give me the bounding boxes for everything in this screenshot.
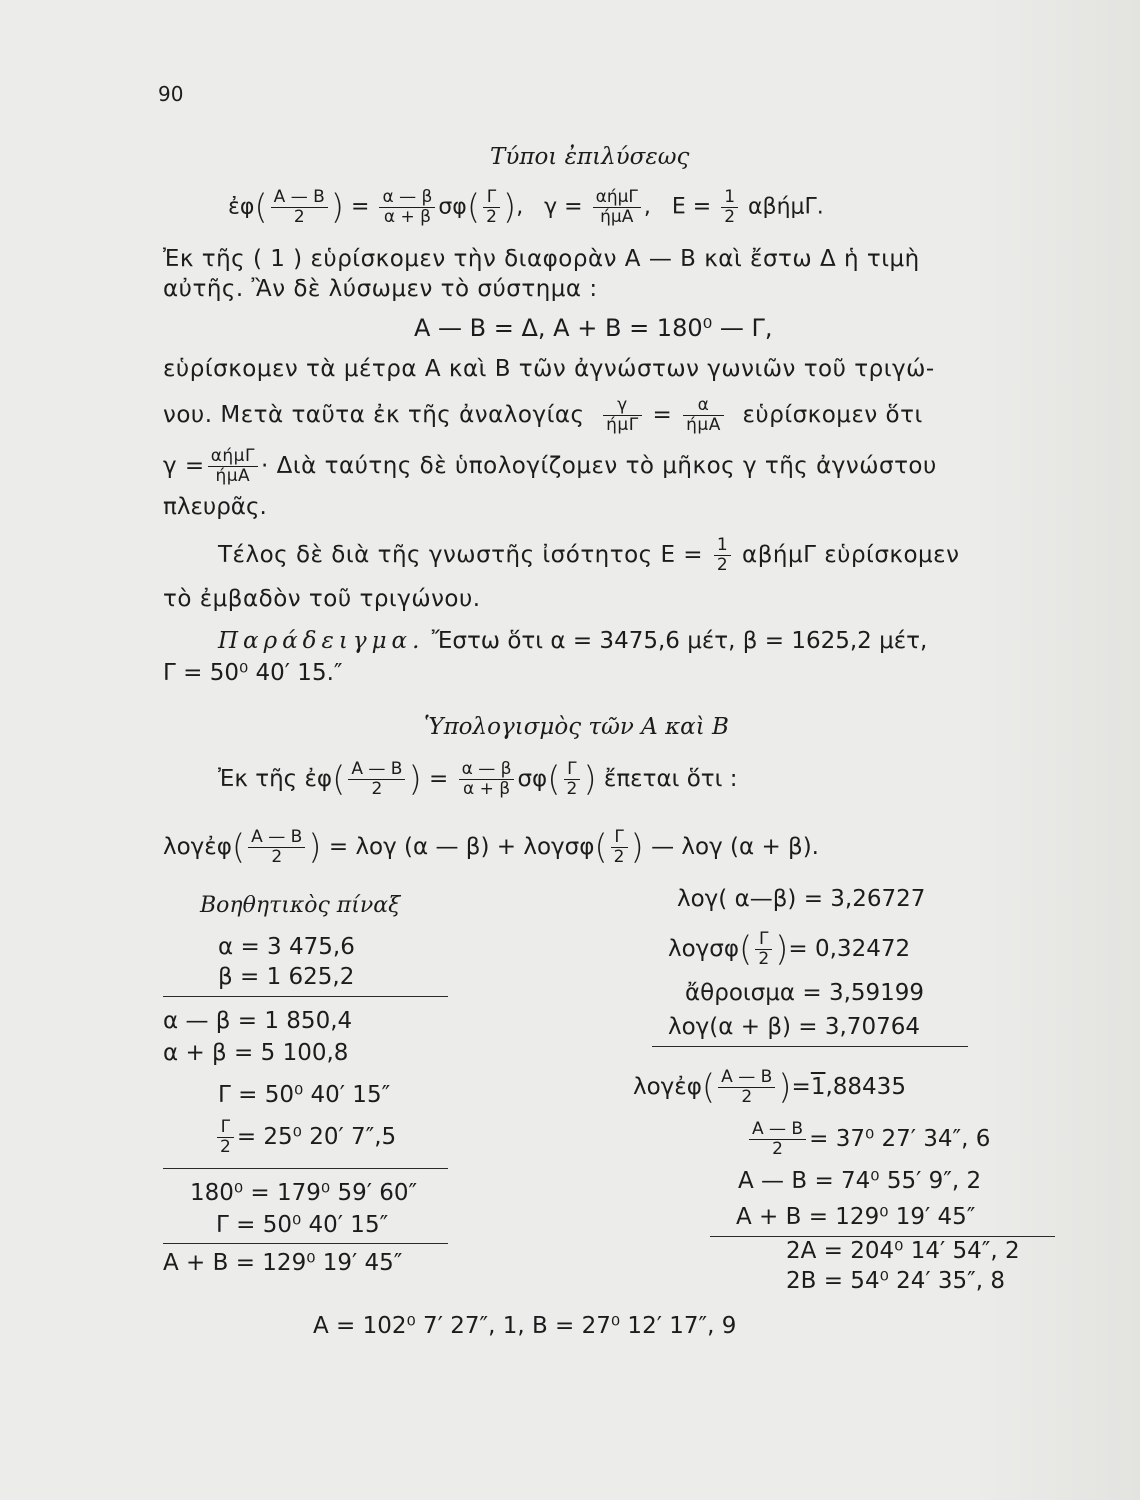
formula-fraction: $\frac{1}{2}$	[721, 188, 738, 227]
formula-fraction: $\frac{A — B}{2}$	[749, 1120, 806, 1159]
aux-left-row: α + β = 5 100,8	[163, 1040, 349, 1066]
body-text: πλευρᾶς.	[163, 494, 267, 520]
body-text: Ἐκ τῆς ( 1 ) εὑρίσκομεν τὴν διαφορὰν Α — Β καὶ ἔστω Δ ἡ τιμὴ	[163, 246, 920, 272]
aux-left-row: Γ = 50⁰ 40′ 15″	[216, 1212, 389, 1238]
aux-right-row: Α + Β = 129⁰ 19′ 45″	[736, 1204, 976, 1230]
formula-fraction: $\frac{\Gamma}{2}$	[217, 1118, 234, 1157]
aux-rule	[163, 1243, 448, 1244]
aux-right-row: ἄθροισμα = 3,59199	[685, 980, 925, 1006]
aux-left-row: β = 1 625,2	[218, 964, 355, 990]
aux-rule	[710, 1236, 1055, 1237]
formula-fraction: $\frac{\Gamma}{2}$	[483, 188, 500, 227]
aux-right-row: λογ(α + β) = 3,70764	[668, 1014, 920, 1040]
aux-right-row: $\frac{A — B}{2}$ = 37⁰ 27′ 34″, 6	[746, 1120, 990, 1159]
aux-table-title: Βοηθητικὸς πίναξ	[200, 893, 401, 918]
body-text: εὑρίσκομεν τὰ μέτρα Α καὶ Β τῶν ἀγνώστων γωνιῶν τοῦ τριγώ-	[163, 356, 935, 382]
aux-left-row: Α + Β = 129⁰ 19′ 45″	[163, 1250, 403, 1276]
formula-fraction: $\frac{A — B}{2}$	[718, 1068, 775, 1107]
formula-fraction: $\frac{1}{2}$	[714, 536, 731, 575]
formula-fraction: $\frac{\alpha — \beta}{\alpha + \beta}$	[379, 188, 435, 227]
body-text: αὐτῆς. Ἂν δὲ λύσωμεν τὸ σύστημα :	[163, 276, 598, 302]
formula-line: ἐφ( $\frac{A — B}{2}$ ) = $\frac{\alpha — \beta}{\alpha + \beta}$ σφ( $\frac{\Gamma}{2}$ ), γ = $\frac{\text{αήμΓ}}{\text{ήμΑ}}$ , Ε = $\frac{1}{2}$ αβήμΓ.	[228, 187, 824, 228]
formula-fraction: $\frac{\gamma}{\text{ήμΓ}}$	[603, 396, 642, 435]
aux-left-row: α = 3 475,6	[218, 934, 355, 960]
aux-right-row: 2Α = 204⁰ 14′ 54″, 2	[786, 1238, 1020, 1264]
formula-fraction: $\frac{\text{αήμΓ}}{\text{ήμΑ}}$	[593, 188, 641, 227]
aux-left-row: $\frac{\Gamma}{2}$ = 25⁰ 20′ 7″,5	[214, 1118, 396, 1157]
final-result: Α = 102⁰ 7′ 27″, 1, Β = 27⁰ 12′ 17″, 9	[313, 1313, 737, 1339]
section-heading: Τύποι ἐπιλύσεως	[490, 144, 690, 170]
aux-rule	[163, 1168, 448, 1169]
formula-fraction: $\frac{\Gamma}{2}$	[564, 760, 581, 799]
aux-rule	[163, 996, 448, 997]
aux-right-row: λογἐφ( $\frac{A — B}{2}$ )=1,88435	[633, 1067, 906, 1108]
body-text-with-proportion: νου. Μετὰ ταῦτα ἐκ τῆς ἀναλογίας $\frac{\gamma}{\text{ήμΓ}}$ = $\frac{\alpha}{\text{ήμΑ}}$ εὑρίσκομεν ὅτι	[163, 395, 923, 435]
log-equation: λογἐφ( $\frac{A — B}{2}$ ) = λογ (α — β) + λογσφ( $\frac{\Gamma}{2}$ ) — λογ (α + β).	[163, 827, 819, 868]
formula-fraction: $\frac{A — B}{2}$	[271, 188, 328, 227]
aux-rule	[652, 1046, 968, 1047]
formula-fraction: $\frac{\alpha — \beta}{\alpha + \beta}$	[459, 760, 515, 799]
formula-fraction: $\frac{\Gamma}{2}$	[755, 930, 772, 969]
body-text-with-fraction: γ = $\frac{\text{αήμΓ}}{\text{ήμΑ}}$ · Διὰ ταύτης δὲ ὑπολογίζομεν τὸ μῆκος γ τῆς ἀγνώστου	[163, 446, 937, 486]
page-number: 90	[158, 82, 184, 106]
aux-left-row: 180⁰ = 179⁰ 59′ 60″	[190, 1180, 418, 1206]
aux-right-row: 2Β = 54⁰ 24′ 35″, 8	[786, 1268, 1006, 1294]
example-line: Γ = 50⁰ 40′ 15.″	[163, 660, 343, 686]
aux-left-row: Γ = 50⁰ 40′ 15″	[218, 1082, 391, 1108]
body-text-with-fraction: Τέλος δὲ διὰ τῆς γνωστῆς ἰσότητος Ε = $\frac{1}{2}$ αβήμΓ εὑρίσκομεν	[218, 535, 960, 575]
example-label: Παράδειγμα.	[218, 628, 425, 654]
formula-fraction: $\frac{\text{αήμΓ}}{\text{ήμΑ}}$	[208, 447, 258, 486]
derivation-line: Ἐκ τῆς ἐφ( $\frac{A — B}{2}$ ) = $\frac{\alpha — \beta}{\alpha + \beta}$ σφ( $\frac{\Gamma}{2}$ ) ἔπεται ὅτι :	[218, 759, 738, 800]
aux-right-row: λογσφ( $\frac{\Gamma}{2}$ )= 0,32472	[668, 929, 911, 970]
formula-fraction: $\frac{A — B}{2}$	[348, 760, 405, 799]
subheading: Ὑπολογισμὸς τῶν Α καὶ Β	[424, 714, 729, 740]
formula-tan-label: ἐφ	[228, 194, 255, 220]
equation-system: Α — Β = Δ, Α + Β = 180⁰ — Γ,	[414, 314, 773, 342]
aux-right-row: Α — Β = 74⁰ 55′ 9″, 2	[738, 1168, 982, 1194]
body-text: τὸ ἐμβαδὸν τοῦ τριγώνου.	[163, 586, 481, 612]
example-line: Παράδειγμα. Ἔστω ὅτι α = 3475,6 μέτ, β = 1625,2 μέτ,	[218, 628, 928, 654]
aux-left-row: α — β = 1 850,4	[163, 1008, 353, 1034]
aux-right-row: λογ( α—β) = 3,26727	[677, 886, 926, 912]
formula-fraction: $\frac{A — B}{2}$	[248, 828, 305, 867]
formula-fraction: $\frac{\Gamma}{2}$	[611, 828, 628, 867]
formula-fraction: $\frac{\alpha}{\text{ήμΑ}}$	[683, 396, 724, 435]
